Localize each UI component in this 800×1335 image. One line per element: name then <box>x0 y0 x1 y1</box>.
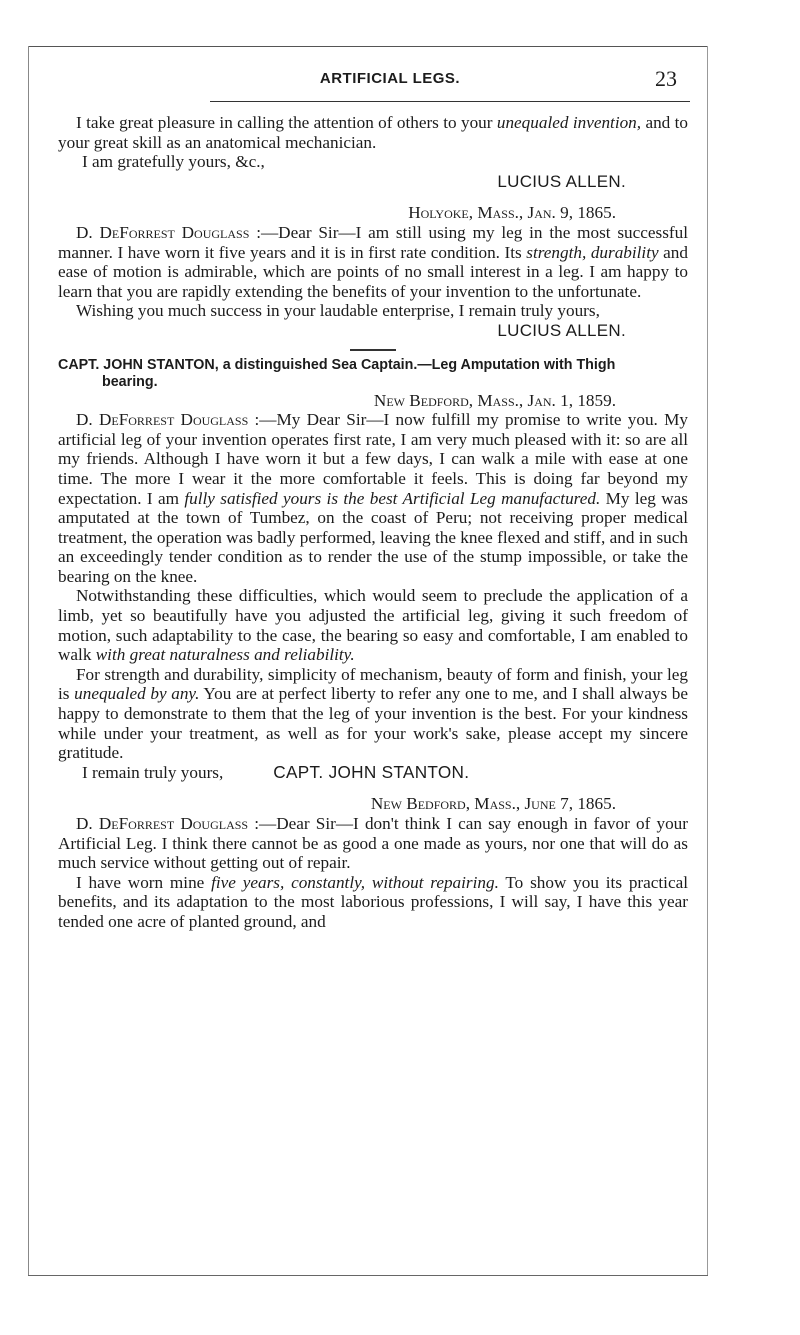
letter1-signature: LUCIUS ALLEN. <box>497 171 626 191</box>
section-divider <box>350 349 396 351</box>
page-border-left <box>28 46 29 1276</box>
letter3-closing: I remain truly yours, CAPT. JOHN STANTON. <box>82 761 470 782</box>
letter1-closing: I am gratefully yours, &c., <box>82 152 265 172</box>
letter3-dateline: New Bedford, Mass., Jan. 1, 1859. <box>373 390 616 410</box>
page-border-bottom <box>28 1275 708 1276</box>
letter4-paragraph-1: D. DeForrest Douglass :—Dear Sir—I don't think I can say enough in favor of your Artificial Leg. I think there cannot be as good a one made as yours, nor one that will do as much service without getting out of repair. <box>58 814 688 873</box>
letter3-signature: CAPT. JOHN STANTON. <box>273 761 470 782</box>
letter3-paragraph-2: Notwithstanding these difficulties, which would seem to preclude the application of a limb, yet so beautifully have you adjusted the artificial leg, giving it such freedom of motion, such adaptability to the case, the bearing so easy and comfortable, I am enabled to walk with great naturalness and reliability. <box>58 586 688 665</box>
header-rule <box>210 101 690 102</box>
letter2-dateline: Holyoke, Mass., Jan. 9, 1865. <box>408 203 616 223</box>
letter2-paragraph-2: Wishing you much success in your laudable enterprise, I remain truly yours, <box>76 301 600 321</box>
letter4-paragraph-2: I have worn mine five years, constantly, without repairing. To show you its practical benefits, and its adaptation to the most laborious professions, I will say, I have this year tended one acre of planted ground, and <box>58 872 688 931</box>
page-number: 23 <box>655 66 677 91</box>
letter3-paragraph-1: D. DeForrest Douglass :—My Dear Sir—I now fulfill my promise to write you. My artificial leg of your invention operates first rate, I am very much pleased with it: so are all my friends. Although I have worn it but a few days, I can walk a mile with ease at one time. The more I wear it the more comfortable it feels. This is doing far beyond my expectation. I am fully satisfied yours is the best Artificial Leg manufactured. My leg was amputated at the town of Tumbez, on the coast of Peru; not receiving proper medical treatment, the operation was badly performed, leaving the knee flexed and stiff, and in such an exceedingly tender condition as to render the use of the stump impossible, or take the bearing on the knee. <box>58 410 688 586</box>
section-heading: CAPT. JOHN STANTON, a distinguished Sea Captain.—Leg Amputation with Thigh bearing. <box>58 356 616 390</box>
letter2-paragraph-1: D. DeForrest Douglass :—Dear Sir—I am still using my leg in the most successful manner. I have worn it five years and it is in first rate condition. Its strength, durability and ease of motion is admirable, which are points of no small interest in a leg. I am happy to learn that you are rapidly extending the benefits of your invention to the unfortunate. <box>58 222 688 301</box>
letter3-paragraph-3: For strength and durability, simplicity of mechanism, beauty of form and finish, your leg is unequaled by any. You are at perfect liberty to refer any one to me, and I shall always be happy to demonstrate to them that the leg of your invention is the best. For your kindness while under your treatment, as well as for your work's sake, please accept my sincere gratitude. <box>58 664 688 763</box>
page-border-right <box>707 46 708 1276</box>
letter4-dateline: New Bedford, Mass., June 7, 1865. <box>370 794 616 814</box>
letter1-paragraph: I take great pleasure in calling the attention of others to your unequaled invention, and to your great skill as an anatomical mechanician. <box>58 113 688 152</box>
letter2-signature: LUCIUS ALLEN. <box>497 320 626 340</box>
page-body <box>58 113 688 932</box>
page-border-top <box>28 46 708 47</box>
running-head: ARTIFICIAL LEGS. <box>319 70 461 87</box>
